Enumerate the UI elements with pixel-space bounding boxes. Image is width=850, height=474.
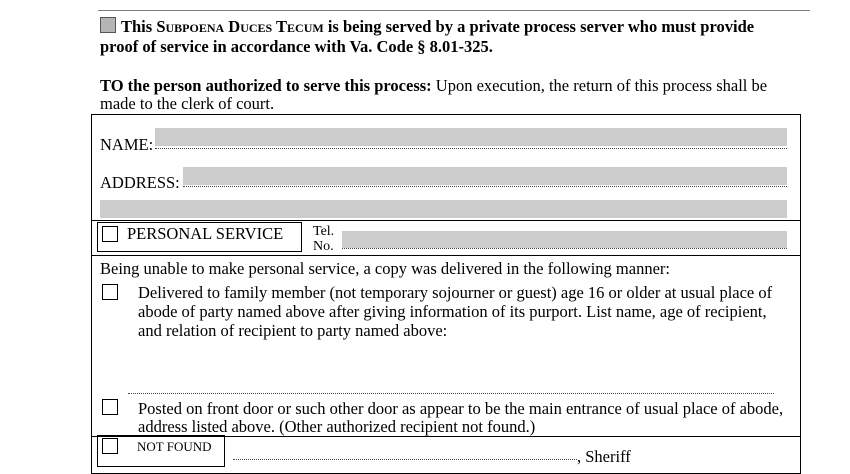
name-underline: [155, 148, 787, 149]
personal-service-checkbox[interactable]: [102, 226, 118, 242]
name-label: NAME:: [100, 135, 154, 154]
tel-underline: [342, 248, 787, 249]
address-field-line-1[interactable]: [183, 167, 787, 185]
delivered-family-checkbox[interactable]: [102, 284, 118, 300]
name-field[interactable]: [155, 128, 787, 146]
notice-prefix: This: [121, 17, 157, 36]
unable-top-rule: [91, 255, 801, 256]
sheriff-signature-line[interactable]: [233, 459, 577, 460]
personal-service-label: PERSONAL SERVICE: [127, 224, 284, 243]
tel-label-2: No.: [313, 239, 334, 254]
instructions-text: Upon execution, the return of this process shall be: [431, 76, 768, 95]
notice-suffix: is being served by a private process server who must provide: [323, 17, 755, 36]
not-found-checkbox[interactable]: [102, 438, 118, 454]
posted-door-checkbox[interactable]: [102, 399, 118, 415]
instructions-line-2: made to the clerk of court.: [100, 94, 275, 113]
notice-line-2: proof of service in accordance with Va. Code § 8.01-325.: [100, 37, 493, 56]
delivered-line-2: abode of party named above after giving information of its purport. List name, age of recipient,: [138, 302, 767, 321]
unable-text: Being unable to make personal service, a copy was delivered in the following manner:: [100, 259, 670, 278]
tel-field[interactable]: [342, 231, 787, 248]
address-underline: [183, 186, 787, 187]
personal-service-top-rule: [91, 220, 801, 221]
address-field-line-2[interactable]: [100, 200, 787, 218]
private-server-checkbox[interactable]: [100, 17, 116, 33]
not-found-label: NOT FOUND: [137, 439, 212, 454]
delivered-line-3: and relation of recipient to party named above:: [138, 321, 448, 340]
address-label: ADDRESS:: [100, 173, 180, 192]
posted-line-1: Posted on front door or such other door as appear to be the main entrance of usual place of abode,: [138, 399, 784, 418]
top-rule: [98, 10, 810, 11]
recipient-info-line[interactable]: [128, 393, 774, 394]
tel-label-1: Tel.: [313, 224, 335, 239]
instructions-line-1: [100, 76, 767, 95]
posted-line-2: address listed above. (Other authorized recipient not found.): [138, 417, 536, 436]
notice-line-1: [121, 17, 754, 36]
delivered-line-1: Delivered to family member (not temporary sojourner or guest) age 16 or older at usual place of: [138, 283, 773, 302]
instructions-bold: TO the person authorized to serve this process:: [100, 76, 432, 95]
sheriff-label: , Sheriff: [577, 447, 631, 466]
notice-title: Subpoena Duces Tecum: [156, 17, 324, 36]
